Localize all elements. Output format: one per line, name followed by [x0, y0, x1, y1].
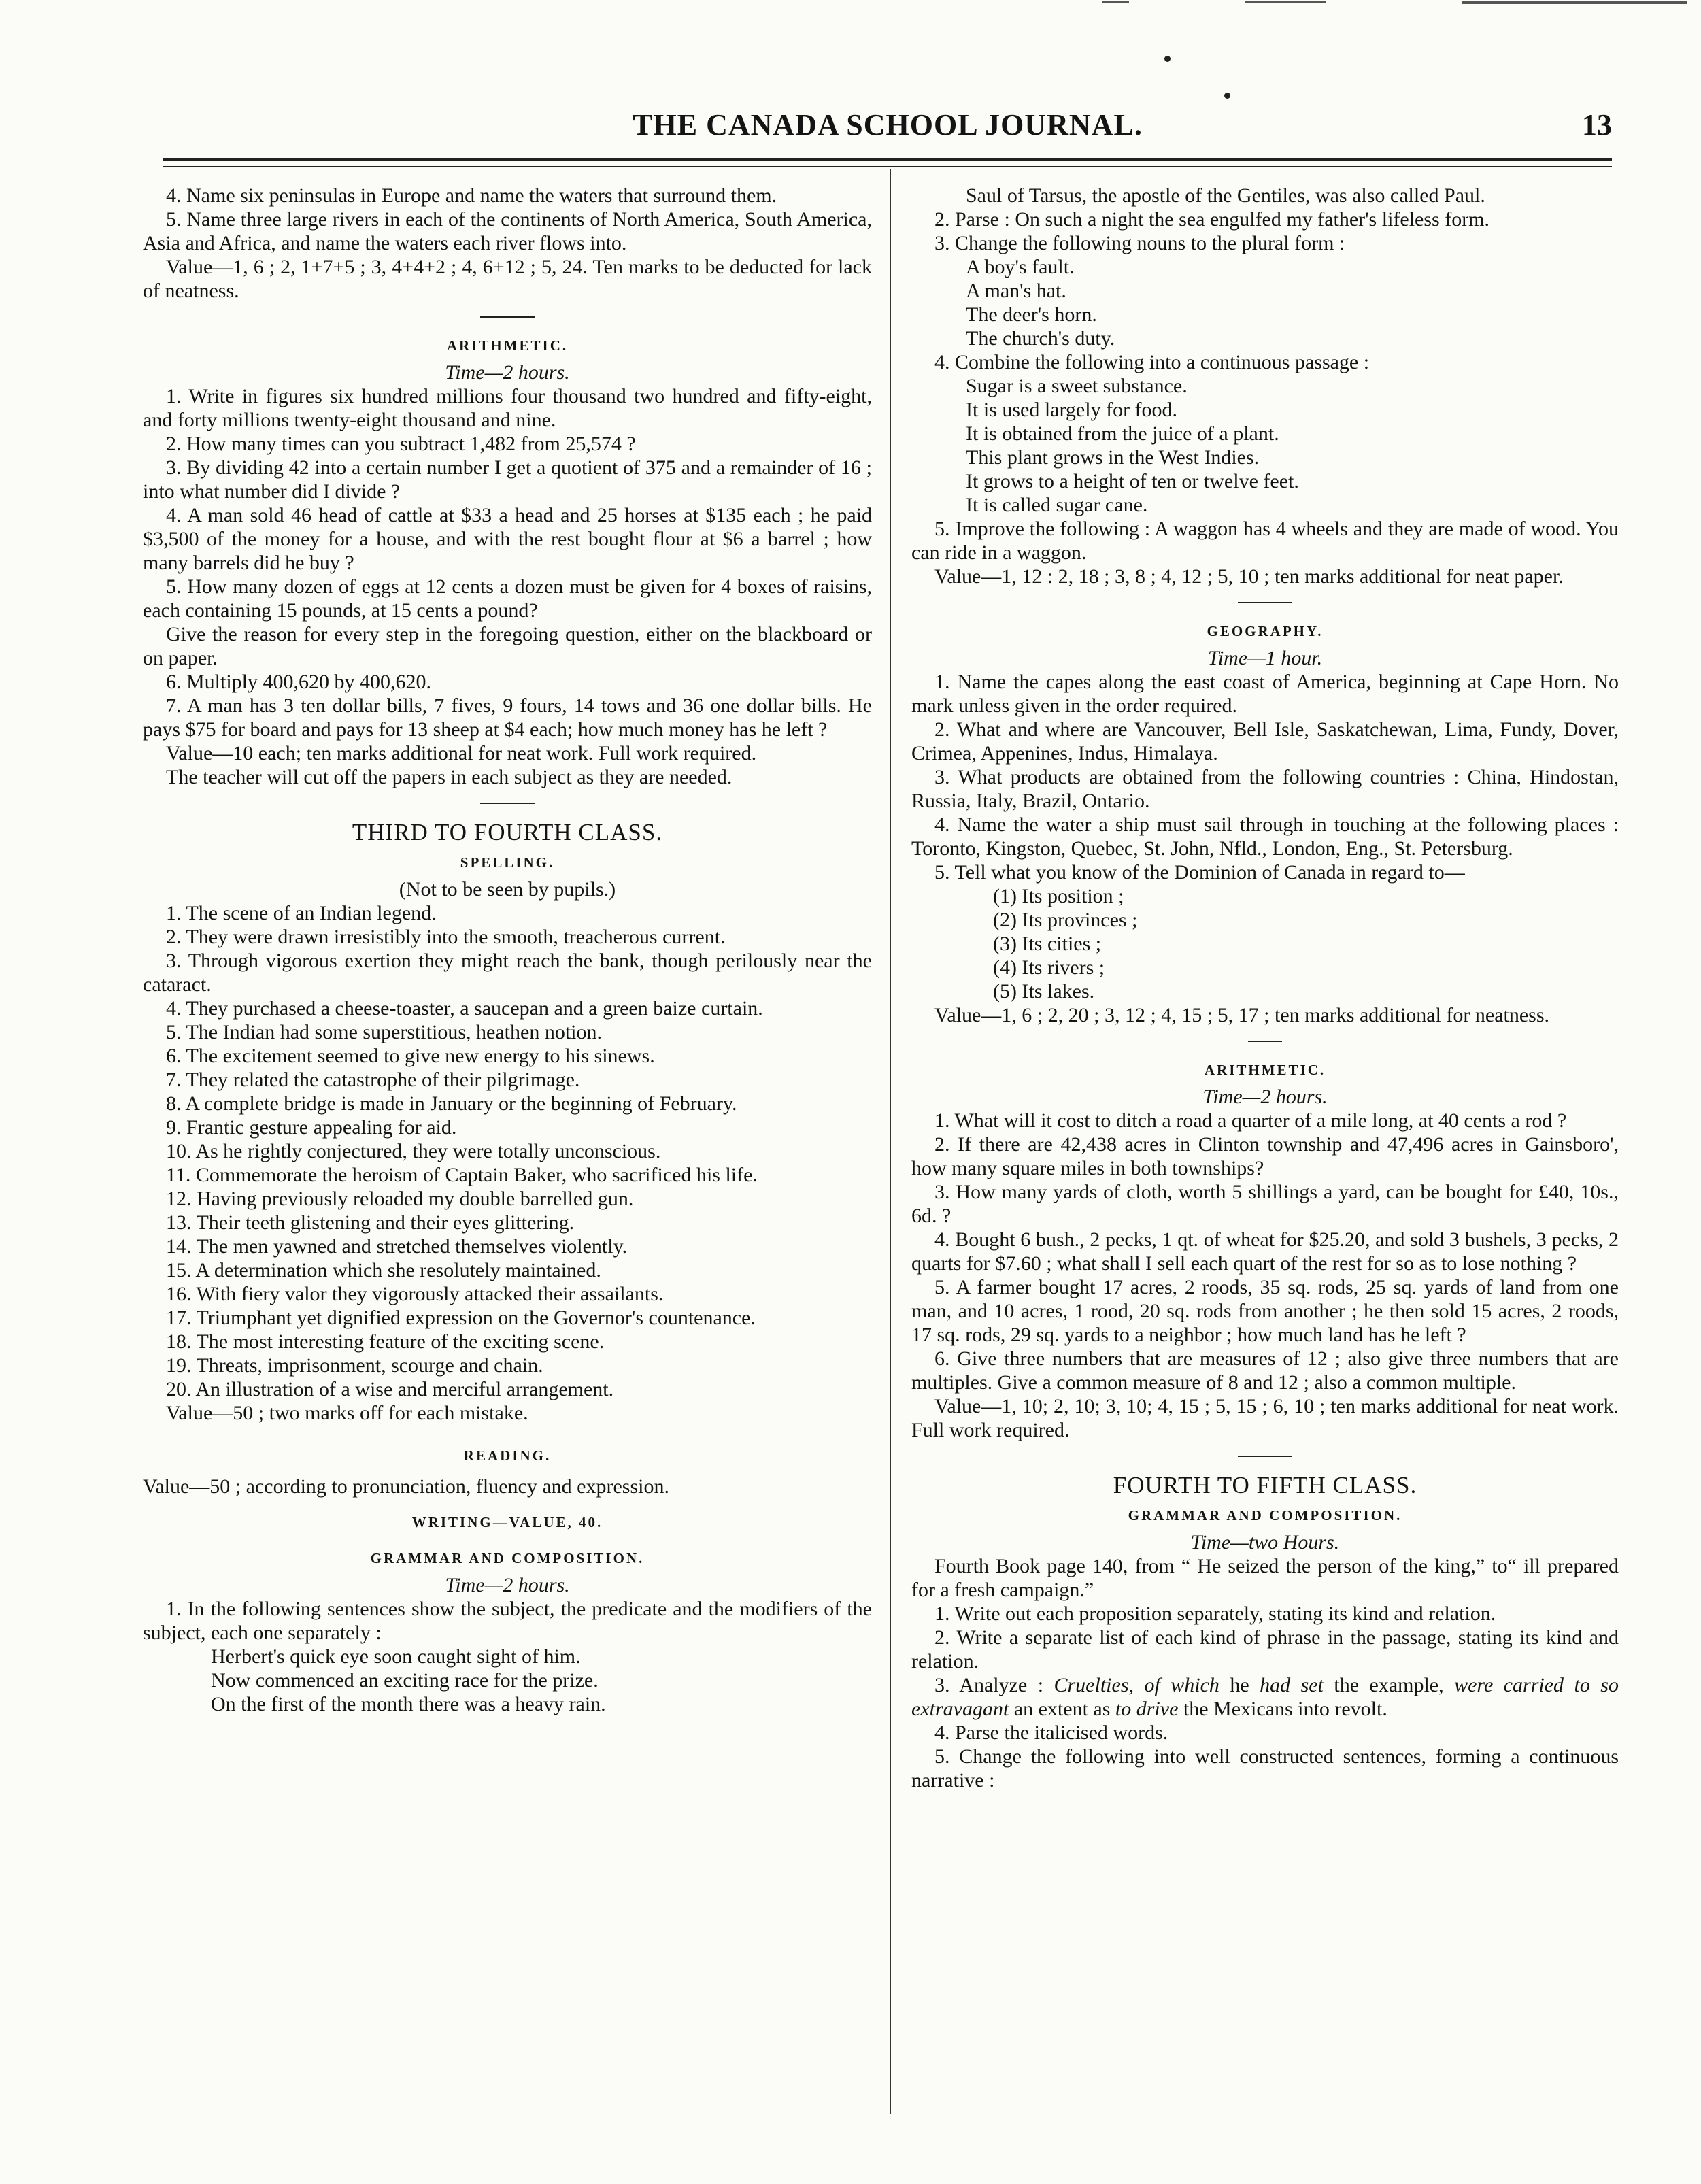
spelling-item: 1. The scene of an Indian legend.: [166, 902, 437, 924]
section-heading: WRITING—VALUE, 40.: [411, 1514, 603, 1530]
question-item: 4. Combine the following into a continuous passage :: [934, 351, 1370, 373]
spelling-item: 20. An illustration of a wise and merciful arrangement.: [166, 1378, 614, 1400]
page-number: 13: [1582, 108, 1612, 141]
question-item: 1. In the following sentences show the subject, the predicate and the modifiers of the subject, each one separately :: [143, 1598, 872, 1644]
question-item: 4. Parse the italicised words.: [934, 1721, 1168, 1744]
question-item: 4. Bought 6 bush., 2 pecks, 1 qt. of wheat for $25.20, and sold 3 bushels, 3 pecks, 2 quarts for $7.60 ; what shall I sell each quart of the rest for so as to lose nothing ?: [911, 1228, 1619, 1275]
analyze-text: the Mexicans into revolt.: [1178, 1698, 1387, 1720]
question-item: 7. A man has 3 ten dollar bills, 7 fives, 9 fours, 14 tows and 36 one dollar bills. He pays $75 for board and pays for 13 sheep at $4 each; how much money has he left ?: [143, 694, 872, 741]
example-line: The church's duty.: [966, 327, 1115, 350]
section-divider: [480, 803, 535, 804]
question-item: 5. Name three large rivers in each of the continents of North America, South America, Asia and Africa, and name the waters each river flows into.: [143, 208, 872, 254]
scan-edge-mark: [1245, 1, 1326, 3]
question-item: 2. If there are 42,438 acres in Clinton township and 47,496 acres in Gainsboro', how many square miles in both townships?: [911, 1133, 1619, 1179]
time-allotment: Time—two Hours.: [1190, 1531, 1340, 1553]
value-line: Value—1, 12 : 2, 18 ; 3, 8 ; 4, 12 ; 5, 10 ; ten marks additional for neat paper.: [934, 565, 1564, 588]
sub-item: (2) Its provinces ;: [993, 909, 1138, 931]
analyze-text: he: [1219, 1674, 1260, 1696]
time-allotment: Time—1 hour.: [1207, 647, 1323, 669]
sub-item: (5) Its lakes.: [993, 980, 1095, 1003]
spelling-item: 10. As he rightly conjectured, they were totally unconscious.: [166, 1140, 661, 1162]
question-item: 4. A man sold 46 head of cattle at $33 a head and 25 horses at $135 each ; he paid $3,500 of the money for a house, and with the rest bought flour at $6 a barrel ; how many barrels did he buy ?: [143, 504, 872, 574]
spelling-item: 3. Through vigorous exertion they might reach the bank, though perilously near the cataract.: [143, 950, 872, 996]
sub-item: (3) Its cities ;: [993, 933, 1102, 955]
example-line: It is used largely for food.: [966, 399, 1178, 421]
question-item: 3. By dividing 42 into a certain number I get a quotient of 375 and a remainder of 16 ; into what number did I divide ?: [143, 456, 872, 503]
value-line: Value—1, 6 ; 2, 1+7+5 ; 3, 4+4+2 ; 4, 6+12 ; 5, 24. Ten marks to be deducted for lack of neatness.: [143, 256, 872, 302]
scan-edge-mark: [1102, 1, 1129, 3]
example-line: This plant grows in the West Indies.: [966, 446, 1260, 469]
question-item: 4. Name six peninsulas in Europe and name the waters that surround them.: [166, 184, 777, 207]
example-line: It is obtained from the juice of a plant.: [966, 422, 1279, 445]
spelling-item: 15. A determination which she resolutely maintained.: [166, 1259, 601, 1281]
ink-speck: [1164, 56, 1171, 62]
example-line: It is called sugar cane.: [966, 494, 1148, 516]
section-divider: [1238, 1456, 1292, 1457]
spelling-item: 13. Their teeth glistening and their eyes glittering.: [166, 1211, 575, 1234]
example-sentence: Now commenced an exciting race for the prize.: [211, 1669, 599, 1692]
header-rule: [163, 166, 1612, 167]
example-sentence: Herbert's quick eye soon caught sight of him.: [211, 1645, 581, 1668]
sub-item: (1) Its position ;: [993, 885, 1124, 907]
spelling-item: 8. A complete bridge is made in January or the beginning of February.: [166, 1092, 737, 1115]
example-line: It grows to a height of ten or twelve feet.: [966, 470, 1299, 492]
right-column: [911, 184, 1619, 1792]
spelling-item: 7. They related the catastrophe of their pilgrimage.: [166, 1069, 580, 1091]
question-item: Give the reason for every step in the foregoing question, either on the blackboard or on paper.: [143, 623, 872, 669]
spelling-item: 14. The men yawned and stretched themselves violently.: [166, 1235, 628, 1258]
value-line: Value—1, 6 ; 2, 20 ; 3, 12 ; 4, 15 ; 5, 17 ; ten marks additional for neatness.: [934, 1004, 1550, 1026]
spelling-item: 4. They purchased a cheese-toaster, a saucepan and a green baize curtain.: [166, 997, 763, 1020]
section-heading: SPELLING.: [460, 854, 555, 871]
italic-phrase: were carried to so extravagant: [911, 1674, 1619, 1720]
left-column: [143, 184, 872, 1716]
question-item: 1. Name the capes along the east coast of America, beginning at Cape Horn. No mark unless given in the order required.: [911, 671, 1619, 717]
question-item: 5. Tell what you know of the Dominion of Canada in regard to—: [934, 861, 1465, 884]
section-heading: READING.: [463, 1447, 552, 1464]
question-item: 2. How many times can you subtract 1,482 from 25,574 ?: [166, 433, 636, 455]
section-heading: GRAMMAR AND COMPOSITION.: [1128, 1507, 1402, 1524]
spelling-item: 6. The excitement seemed to give new energy to his sinews.: [166, 1045, 655, 1067]
scan-edge-mark: [1462, 1, 1687, 4]
analyze-text: an extent as: [1009, 1698, 1115, 1720]
time-allotment: Time—2 hours.: [1202, 1086, 1328, 1108]
spelling-item: 17. Triumphant yet dignified expression on the Governor's countenance.: [166, 1307, 756, 1329]
analyze-text: the example,: [1323, 1674, 1455, 1696]
question-item: 1. What will it cost to ditch a road a quarter of a mile long, at 40 cents a rod ?: [934, 1109, 1567, 1132]
value-line: Value—50 ; according to pronunciation, fluency and expression.: [143, 1475, 669, 1498]
question-item: 5. How many dozen of eggs at 12 cents a dozen must be given for 4 boxes of raisins, each containing 15 pounds, at 15 cents a pound?: [143, 575, 872, 622]
example-line: A man's hat.: [966, 280, 1066, 302]
section-divider: [1238, 602, 1292, 603]
column-divider: [890, 169, 891, 2114]
question-item: 5. Change the following into well constructed sentences, forming a continuous narrative :: [911, 1745, 1619, 1792]
section-divider: [480, 316, 535, 318]
question-item: 3. Change the following nouns to the plural form :: [934, 232, 1345, 254]
header-rule: [163, 158, 1612, 161]
example-line: A boy's fault.: [966, 256, 1075, 278]
section-divider: [1248, 1041, 1282, 1042]
instruction-line: The teacher will cut off the papers in each subject as they are needed.: [166, 766, 732, 788]
italic-phrase: had set: [1260, 1674, 1324, 1696]
section-note: (Not to be seen by pupils.): [399, 878, 616, 901]
question-item: 2. Parse : On such a night the sea engulfed my father's lifeless form.: [934, 208, 1490, 231]
question-item: 2. What and where are Vancouver, Bell Isle, Saskatchewan, Lima, Fundy, Dover, Crimea, Appenines, Indus, Himalaya.: [911, 718, 1619, 765]
section-heading: ARITHMETIC.: [1204, 1062, 1326, 1078]
ink-speck: [1224, 93, 1230, 99]
example-sentence: Saul of Tarsus, the apostle of the Gentiles, was also called Paul.: [966, 184, 1485, 207]
sub-item: (4) Its rivers ;: [993, 956, 1105, 979]
class-heading: FOURTH TO FIFTH CLASS.: [1113, 1472, 1417, 1498]
example-sentence: On the first of the month there was a heavy rain.: [211, 1693, 606, 1715]
passage-reference: Fourth Book page 140, from “ He seized the person of the king,” to“ ill prepared for a fresh campaign.”: [911, 1555, 1619, 1601]
question-item: 2. Write a separate list of each kind of phrase in the passage, stating its kind and relation.: [911, 1626, 1619, 1673]
question-item: 6. Multiply 400,620 by 400,620.: [166, 671, 432, 693]
spelling-item: 9. Frantic gesture appealing for aid.: [166, 1116, 457, 1139]
analyze-item: [911, 1673, 1619, 1721]
italic-phrase: Cruelties, of which: [1054, 1674, 1219, 1696]
question-item: 3. How many yards of cloth, worth 5 shillings a yard, can be bought for £40, 10s., 6d. ?: [911, 1181, 1619, 1227]
question-item: 4. Name the water a ship must sail through in touching at the following places : Toronto, Kingston, Quebec, St. John, Nfld., London, Eng., St. Petersburg.: [911, 813, 1619, 860]
value-line: Value—10 each; ten marks additional for neat work. Full work required.: [166, 742, 757, 765]
section-heading: GRAMMAR AND COMPOSITION.: [370, 1550, 645, 1566]
question-item: 5. Improve the following : A waggon has 4 wheels and they are made of wood. You can ride in a waggon.: [911, 518, 1619, 564]
value-line: Value—50 ; two marks off for each mistake.: [166, 1402, 528, 1424]
spelling-item: 19. Threats, imprisonment, scourge and chain.: [166, 1354, 543, 1377]
section-heading: ARITHMETIC.: [446, 337, 569, 354]
spelling-item: 5. The Indian had some superstitious, heathen notion.: [166, 1021, 603, 1043]
question-item: 1. Write in figures six hundred millions four thousand two hundred and fifty-eight, and forty millions twenty-eight thousand and nine.: [143, 385, 872, 431]
page-header: [163, 102, 1612, 150]
time-allotment: Time—2 hours.: [445, 361, 570, 384]
class-heading: THIRD TO FOURTH CLASS.: [352, 819, 663, 845]
analyze-text: 3. Analyze :: [934, 1674, 1054, 1696]
spelling-item: 16. With fiery valor they vigorously attacked their assailants.: [166, 1283, 664, 1305]
spelling-item: 18. The most interesting feature of the exciting scene.: [166, 1330, 605, 1353]
spelling-item: 2. They were drawn irresistibly into the smooth, treacherous current.: [166, 926, 726, 948]
italic-phrase: to drive: [1115, 1698, 1179, 1720]
section-heading: GEOGRAPHY.: [1207, 623, 1324, 639]
time-allotment: Time—2 hours.: [445, 1574, 570, 1596]
example-line: Sugar is a sweet substance.: [966, 375, 1188, 397]
journal-title: THE CANADA SCHOOL JOURNAL.: [633, 108, 1143, 141]
question-item: 5. A farmer bought 17 acres, 2 roods, 35 sq. rods, 25 sq. yards of land from one man, and 10 acres, 1 rood, 20 sq. rods from another ; he then sold 15 acres, 2 roods, 17 sq. rods, 29 sq. yards to a neighbor ; how much land has he left ?: [911, 1276, 1619, 1346]
question-item: 6. Give three numbers that are measures of 12 ; also give three numbers that are multiples. Give a common measure of 8 and 12 ; also a common multiple.: [911, 1347, 1619, 1394]
question-item: 1. Write out each proposition separately, stating its kind and relation.: [934, 1602, 1496, 1625]
value-line: Value—1, 10; 2, 10; 3, 10; 4, 15 ; 5, 15 ; 6, 10 ; ten marks additional for neat work. Full work required.: [911, 1395, 1619, 1441]
spelling-item: 12. Having previously reloaded my double barrelled gun.: [166, 1188, 634, 1210]
example-line: The deer's horn.: [966, 303, 1097, 326]
spelling-item: 11. Commemorate the heroism of Captain Baker, who sacrificed his life.: [166, 1164, 758, 1186]
question-item: 3. What products are obtained from the following countries : China, Hindostan, Russia, Italy, Brazil, Ontario.: [911, 766, 1619, 812]
